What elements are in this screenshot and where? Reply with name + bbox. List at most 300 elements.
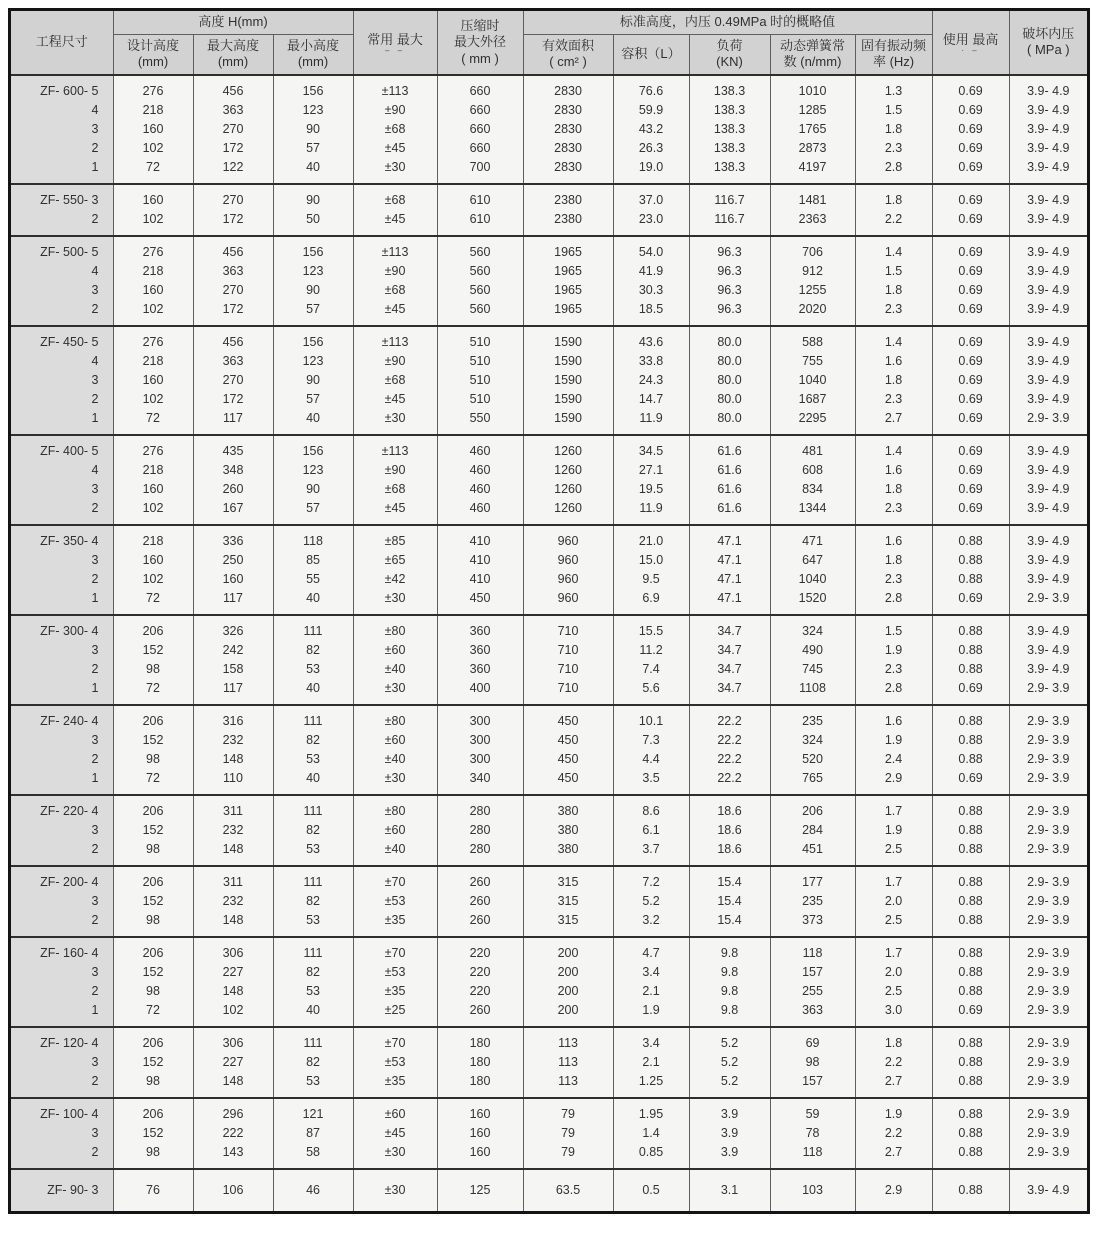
- value-cell: 306: [193, 937, 273, 963]
- value-cell: 710: [523, 679, 613, 705]
- value-cell: 2.9- 3.9: [1009, 731, 1087, 750]
- value-cell: 550: [437, 409, 523, 435]
- header-volume: [613, 34, 689, 75]
- value-cell: 1108: [770, 679, 855, 705]
- value-cell: 57: [273, 139, 353, 158]
- value-cell: ±35: [353, 982, 437, 1001]
- value-cell: 160: [113, 371, 193, 390]
- model-size-cell: ZF- 90- 3: [11, 1169, 113, 1211]
- value-cell: 1.7: [855, 795, 932, 821]
- value-cell: 40: [273, 409, 353, 435]
- model-size-cell: 2: [11, 210, 113, 236]
- value-cell: 34.5: [613, 435, 689, 461]
- value-cell: 311: [193, 795, 273, 821]
- value-cell: 1010: [770, 75, 855, 101]
- value-cell: 102: [113, 139, 193, 158]
- value-cell: 138.3: [689, 101, 770, 120]
- value-cell: 2830: [523, 139, 613, 158]
- value-cell: 1285: [770, 101, 855, 120]
- value-cell: 510: [437, 390, 523, 409]
- table-row: [11, 236, 1087, 262]
- value-cell: 765: [770, 769, 855, 795]
- value-cell: 3.9- 4.9: [1009, 120, 1087, 139]
- value-cell: 3.9- 4.9: [1009, 1169, 1087, 1211]
- table-row: [11, 1169, 1087, 1211]
- value-cell: 1.3: [855, 75, 932, 101]
- value-cell: 2.9- 3.9: [1009, 1124, 1087, 1143]
- value-cell: 63.5: [523, 1169, 613, 1211]
- value-cell: 1.4: [613, 1124, 689, 1143]
- value-cell: 160: [193, 570, 273, 589]
- value-cell: 1260: [523, 499, 613, 525]
- value-cell: 1.8: [855, 184, 932, 210]
- model-size-cell: 3: [11, 551, 113, 570]
- value-cell: 76: [113, 1169, 193, 1211]
- model-size-cell: 1: [11, 409, 113, 435]
- value-cell: 11.9: [613, 409, 689, 435]
- value-cell: ±30: [353, 589, 437, 615]
- value-cell: 2.7: [855, 409, 932, 435]
- value-cell: 34.7: [689, 660, 770, 679]
- value-cell: 710: [523, 615, 613, 641]
- value-cell: 460: [437, 435, 523, 461]
- table-body: [11, 75, 1087, 1211]
- table-row: [11, 1001, 1087, 1027]
- value-cell: 57: [273, 390, 353, 409]
- clipped-text-fragment: · –: [961, 48, 980, 54]
- table-row: [11, 769, 1087, 795]
- header-unit: 数 (n/mm): [783, 54, 842, 70]
- value-cell: 2.9- 3.9: [1009, 589, 1087, 615]
- value-cell: 2.3: [855, 660, 932, 679]
- value-cell: 3.9- 4.9: [1009, 75, 1087, 101]
- value-cell: 1590: [523, 326, 613, 352]
- value-cell: 960: [523, 589, 613, 615]
- value-cell: 435: [193, 435, 273, 461]
- value-cell: 5.2: [689, 1072, 770, 1098]
- value-cell: 0.69: [932, 679, 1009, 705]
- value-cell: 1.8: [855, 371, 932, 390]
- value-cell: 34.7: [689, 615, 770, 641]
- value-cell: 0.69: [932, 326, 1009, 352]
- value-cell: 2830: [523, 101, 613, 120]
- value-cell: 218: [113, 461, 193, 480]
- value-cell: 260: [437, 892, 523, 911]
- value-cell: 348: [193, 461, 273, 480]
- table-row: [11, 75, 1087, 101]
- value-cell: 172: [193, 390, 273, 409]
- value-cell: 260: [437, 911, 523, 937]
- value-cell: 80.0: [689, 326, 770, 352]
- value-cell: 148: [193, 1072, 273, 1098]
- value-cell: 400: [437, 679, 523, 705]
- table-row: [11, 892, 1087, 911]
- value-cell: 9.8: [689, 963, 770, 982]
- value-cell: ±113: [353, 326, 437, 352]
- value-cell: ±53: [353, 892, 437, 911]
- table-row: [11, 101, 1087, 120]
- value-cell: 98: [770, 1053, 855, 1072]
- header-label: 负荷: [716, 37, 743, 53]
- value-cell: 3.9- 4.9: [1009, 326, 1087, 352]
- value-cell: 4.4: [613, 750, 689, 769]
- model-size-cell: 3: [11, 731, 113, 750]
- header-label: 最大高度: [206, 37, 259, 53]
- value-cell: 148: [193, 750, 273, 769]
- value-cell: 53: [273, 750, 353, 769]
- value-cell: 148: [193, 911, 273, 937]
- value-cell: 410: [437, 570, 523, 589]
- model-size-cell: 2: [11, 911, 113, 937]
- value-cell: 57: [273, 499, 353, 525]
- value-cell: 110: [193, 769, 273, 795]
- value-cell: 96.3: [689, 281, 770, 300]
- header-min-height: [273, 34, 353, 75]
- value-cell: 1.9: [855, 821, 932, 840]
- value-cell: 206: [113, 1027, 193, 1053]
- value-cell: 324: [770, 615, 855, 641]
- table-row: [11, 352, 1087, 371]
- value-cell: 260: [437, 866, 523, 892]
- value-cell: 2.9- 3.9: [1009, 409, 1087, 435]
- value-cell: 206: [770, 795, 855, 821]
- value-cell: 2.8: [855, 589, 932, 615]
- value-cell: 206: [113, 1098, 193, 1124]
- value-cell: 0.69: [932, 75, 1009, 101]
- value-cell: ±45: [353, 210, 437, 236]
- value-cell: ±80: [353, 615, 437, 641]
- value-cell: 156: [273, 236, 353, 262]
- value-cell: 18.6: [689, 795, 770, 821]
- value-cell: 1.8: [855, 1027, 932, 1053]
- value-cell: 311: [193, 866, 273, 892]
- value-cell: 3.9- 4.9: [1009, 525, 1087, 551]
- value-cell: 2.9- 3.9: [1009, 892, 1087, 911]
- value-cell: ±45: [353, 300, 437, 326]
- value-cell: 2.2: [855, 1053, 932, 1072]
- value-cell: 300: [437, 750, 523, 769]
- value-cell: 152: [113, 963, 193, 982]
- value-cell: 218: [113, 101, 193, 120]
- value-cell: 315: [523, 911, 613, 937]
- value-cell: 111: [273, 937, 353, 963]
- value-cell: 206: [113, 615, 193, 641]
- value-cell: 250: [193, 551, 273, 570]
- value-cell: 2363: [770, 210, 855, 236]
- value-cell: 2.9- 3.9: [1009, 1143, 1087, 1169]
- value-cell: 1965: [523, 236, 613, 262]
- model-size-cell: 4: [11, 101, 113, 120]
- value-cell: 2.7: [855, 1143, 932, 1169]
- model-size-cell: 2: [11, 1143, 113, 1169]
- value-cell: 26.3: [613, 139, 689, 158]
- value-cell: ±68: [353, 120, 437, 139]
- value-cell: ±70: [353, 937, 437, 963]
- header-label: 最小高度: [287, 37, 340, 53]
- value-cell: 40: [273, 1001, 353, 1027]
- value-cell: 0.69: [932, 300, 1009, 326]
- value-cell: 21.0: [613, 525, 689, 551]
- value-cell: 2.9- 3.9: [1009, 769, 1087, 795]
- table-row: [11, 570, 1087, 589]
- value-cell: 8.6: [613, 795, 689, 821]
- value-cell: 118: [770, 1143, 855, 1169]
- value-cell: ±68: [353, 184, 437, 210]
- value-cell: 82: [273, 892, 353, 911]
- value-cell: ±60: [353, 1098, 437, 1124]
- value-cell: 80.0: [689, 409, 770, 435]
- model-size-cell: 2: [11, 300, 113, 326]
- value-cell: 280: [437, 840, 523, 866]
- value-cell: 2.5: [855, 911, 932, 937]
- header-label: 破坏内压: [1022, 25, 1075, 41]
- value-cell: ±42: [353, 570, 437, 589]
- value-cell: 61.6: [689, 480, 770, 499]
- value-cell: 82: [273, 731, 353, 750]
- model-size-cell: 4: [11, 262, 113, 281]
- value-cell: 2.9- 3.9: [1009, 1072, 1087, 1098]
- value-cell: 2.9- 3.9: [1009, 1001, 1087, 1027]
- header-label: 压缩时: [460, 17, 500, 33]
- value-cell: 14.7: [613, 390, 689, 409]
- value-cell: 1.8: [855, 120, 932, 139]
- value-cell: ±30: [353, 1143, 437, 1169]
- table-row: [11, 461, 1087, 480]
- value-cell: 22.2: [689, 731, 770, 750]
- value-cell: 0.69: [932, 184, 1009, 210]
- value-cell: 123: [273, 262, 353, 281]
- value-cell: 1965: [523, 300, 613, 326]
- value-cell: 0.88: [932, 1143, 1009, 1169]
- clipped-text-fragment: – –: [384, 48, 406, 54]
- value-cell: 232: [193, 892, 273, 911]
- value-cell: 0.88: [932, 705, 1009, 731]
- value-cell: 152: [113, 1124, 193, 1143]
- table-row: [11, 1124, 1087, 1143]
- model-size-cell: 3: [11, 963, 113, 982]
- value-cell: 79: [523, 1124, 613, 1143]
- value-cell: 0.85: [613, 1143, 689, 1169]
- value-cell: 710: [523, 660, 613, 679]
- value-cell: 180: [437, 1027, 523, 1053]
- model-size-cell: 4: [11, 352, 113, 371]
- spec-table-frame: [8, 8, 1090, 1214]
- value-cell: 3.9- 4.9: [1009, 300, 1087, 326]
- value-cell: 1260: [523, 480, 613, 499]
- value-cell: 0.69: [932, 589, 1009, 615]
- value-cell: 2.9- 3.9: [1009, 1053, 1087, 1072]
- value-cell: 61.6: [689, 435, 770, 461]
- value-cell: ±70: [353, 1027, 437, 1053]
- value-cell: 41.9: [613, 262, 689, 281]
- value-cell: 10.1: [613, 705, 689, 731]
- value-cell: 72: [113, 1001, 193, 1027]
- value-cell: 3.9- 4.9: [1009, 660, 1087, 679]
- value-cell: ±68: [353, 480, 437, 499]
- value-cell: 156: [273, 75, 353, 101]
- table-row: [11, 371, 1087, 390]
- value-cell: 123: [273, 352, 353, 371]
- value-cell: 610: [437, 184, 523, 210]
- value-cell: 206: [113, 937, 193, 963]
- value-cell: 0.69: [932, 158, 1009, 184]
- value-cell: ±30: [353, 409, 437, 435]
- value-cell: 0.88: [932, 1053, 1009, 1072]
- value-cell: 98: [113, 982, 193, 1001]
- value-cell: 111: [273, 1027, 353, 1053]
- table-row: [11, 660, 1087, 679]
- value-cell: 3.4: [613, 963, 689, 982]
- value-cell: 0.88: [932, 641, 1009, 660]
- value-cell: 47.1: [689, 589, 770, 615]
- value-cell: 9.5: [613, 570, 689, 589]
- value-cell: 19.0: [613, 158, 689, 184]
- value-cell: 15.4: [689, 892, 770, 911]
- value-cell: 260: [437, 1001, 523, 1027]
- header-label: 有效面积: [542, 37, 595, 53]
- value-cell: 0.88: [932, 795, 1009, 821]
- value-cell: 59: [770, 1098, 855, 1124]
- value-cell: 5.6: [613, 679, 689, 705]
- value-cell: 1590: [523, 352, 613, 371]
- value-cell: 660: [437, 120, 523, 139]
- table-row: [11, 1143, 1087, 1169]
- header-label: 工程尺寸: [35, 34, 88, 50]
- value-cell: 1687: [770, 390, 855, 409]
- value-cell: 0.69: [932, 461, 1009, 480]
- value-cell: 0.88: [932, 1124, 1009, 1143]
- value-cell: 0.69: [932, 499, 1009, 525]
- value-cell: 78: [770, 1124, 855, 1143]
- value-cell: 82: [273, 963, 353, 982]
- value-cell: 40: [273, 679, 353, 705]
- value-cell: 0.88: [932, 821, 1009, 840]
- value-cell: 1590: [523, 390, 613, 409]
- value-cell: 451: [770, 840, 855, 866]
- value-cell: 40: [273, 158, 353, 184]
- value-cell: 218: [113, 262, 193, 281]
- value-cell: 3.9- 4.9: [1009, 158, 1087, 184]
- value-cell: 22.2: [689, 750, 770, 769]
- value-cell: 1.6: [855, 461, 932, 480]
- value-cell: 284: [770, 821, 855, 840]
- value-cell: 360: [437, 641, 523, 660]
- value-cell: 1481: [770, 184, 855, 210]
- value-cell: 270: [193, 184, 273, 210]
- value-cell: 157: [770, 963, 855, 982]
- header-label: 高度 H(mm): [198, 14, 268, 29]
- value-cell: ±85: [353, 525, 437, 551]
- value-cell: 222: [193, 1124, 273, 1143]
- value-cell: 53: [273, 911, 353, 937]
- value-cell: 1.5: [855, 101, 932, 120]
- value-cell: ±40: [353, 750, 437, 769]
- model-size-cell: 3: [11, 1053, 113, 1072]
- value-cell: 40: [273, 589, 353, 615]
- value-cell: 24.3: [613, 371, 689, 390]
- value-cell: 102: [113, 210, 193, 236]
- value-cell: 2.1: [613, 1053, 689, 1072]
- value-cell: 102: [113, 499, 193, 525]
- value-cell: 69: [770, 1027, 855, 1053]
- header-unit: 率 (Hz): [872, 54, 915, 70]
- value-cell: 2.9: [855, 1169, 932, 1211]
- value-cell: ±80: [353, 705, 437, 731]
- value-cell: 1.4: [855, 236, 932, 262]
- value-cell: 15.4: [689, 911, 770, 937]
- header-effective-area: [523, 34, 613, 75]
- value-cell: 2.7: [855, 1072, 932, 1098]
- value-cell: 30.3: [613, 281, 689, 300]
- header-common-max-stroke: [353, 11, 437, 75]
- value-cell: 1260: [523, 435, 613, 461]
- model-size-cell: 3: [11, 480, 113, 499]
- model-size-cell: 2: [11, 982, 113, 1001]
- header-label: 动态弹簧常: [780, 37, 846, 53]
- value-cell: 380: [523, 795, 613, 821]
- value-cell: 0.69: [932, 262, 1009, 281]
- value-cell: 98: [113, 840, 193, 866]
- value-cell: 0.88: [932, 570, 1009, 589]
- value-cell: 43.6: [613, 326, 689, 352]
- header-service-max-pressure: [932, 11, 1009, 75]
- value-cell: 0.88: [932, 982, 1009, 1001]
- value-cell: ±25: [353, 1001, 437, 1027]
- value-cell: 1.4: [855, 435, 932, 461]
- value-cell: 450: [523, 731, 613, 750]
- value-cell: 72: [113, 158, 193, 184]
- value-cell: 1.95: [613, 1098, 689, 1124]
- value-cell: 460: [437, 499, 523, 525]
- table-row: [11, 525, 1087, 551]
- value-cell: 1.6: [855, 352, 932, 371]
- header-label: 常用 最大: [367, 31, 423, 47]
- value-cell: 460: [437, 461, 523, 480]
- value-cell: 111: [273, 795, 353, 821]
- model-size-cell: 2: [11, 570, 113, 589]
- value-cell: 82: [273, 641, 353, 660]
- value-cell: ±70: [353, 866, 437, 892]
- value-cell: 7.3: [613, 731, 689, 750]
- header-unit: (KN): [716, 54, 743, 70]
- value-cell: 4.7: [613, 937, 689, 963]
- value-cell: 72: [113, 769, 193, 795]
- value-cell: 117: [193, 589, 273, 615]
- model-size-cell: ZF- 120- 4: [11, 1027, 113, 1053]
- value-cell: 54.0: [613, 236, 689, 262]
- value-cell: 2830: [523, 120, 613, 139]
- value-cell: 98: [113, 1143, 193, 1169]
- value-cell: 46: [273, 1169, 353, 1211]
- value-cell: 61.6: [689, 499, 770, 525]
- value-cell: 410: [437, 525, 523, 551]
- value-cell: 326: [193, 615, 273, 641]
- value-cell: 34.7: [689, 679, 770, 705]
- value-cell: 0.69: [932, 352, 1009, 371]
- value-cell: 0.88: [932, 911, 1009, 937]
- value-cell: 0.69: [932, 371, 1009, 390]
- value-cell: 96.3: [689, 300, 770, 326]
- value-cell: 98: [113, 750, 193, 769]
- value-cell: 2.9- 3.9: [1009, 821, 1087, 840]
- value-cell: 450: [523, 705, 613, 731]
- model-size-cell: 2: [11, 750, 113, 769]
- value-cell: 2830: [523, 158, 613, 184]
- value-cell: 123: [273, 461, 353, 480]
- value-cell: 172: [193, 300, 273, 326]
- value-cell: 276: [113, 236, 193, 262]
- value-cell: 148: [193, 982, 273, 1001]
